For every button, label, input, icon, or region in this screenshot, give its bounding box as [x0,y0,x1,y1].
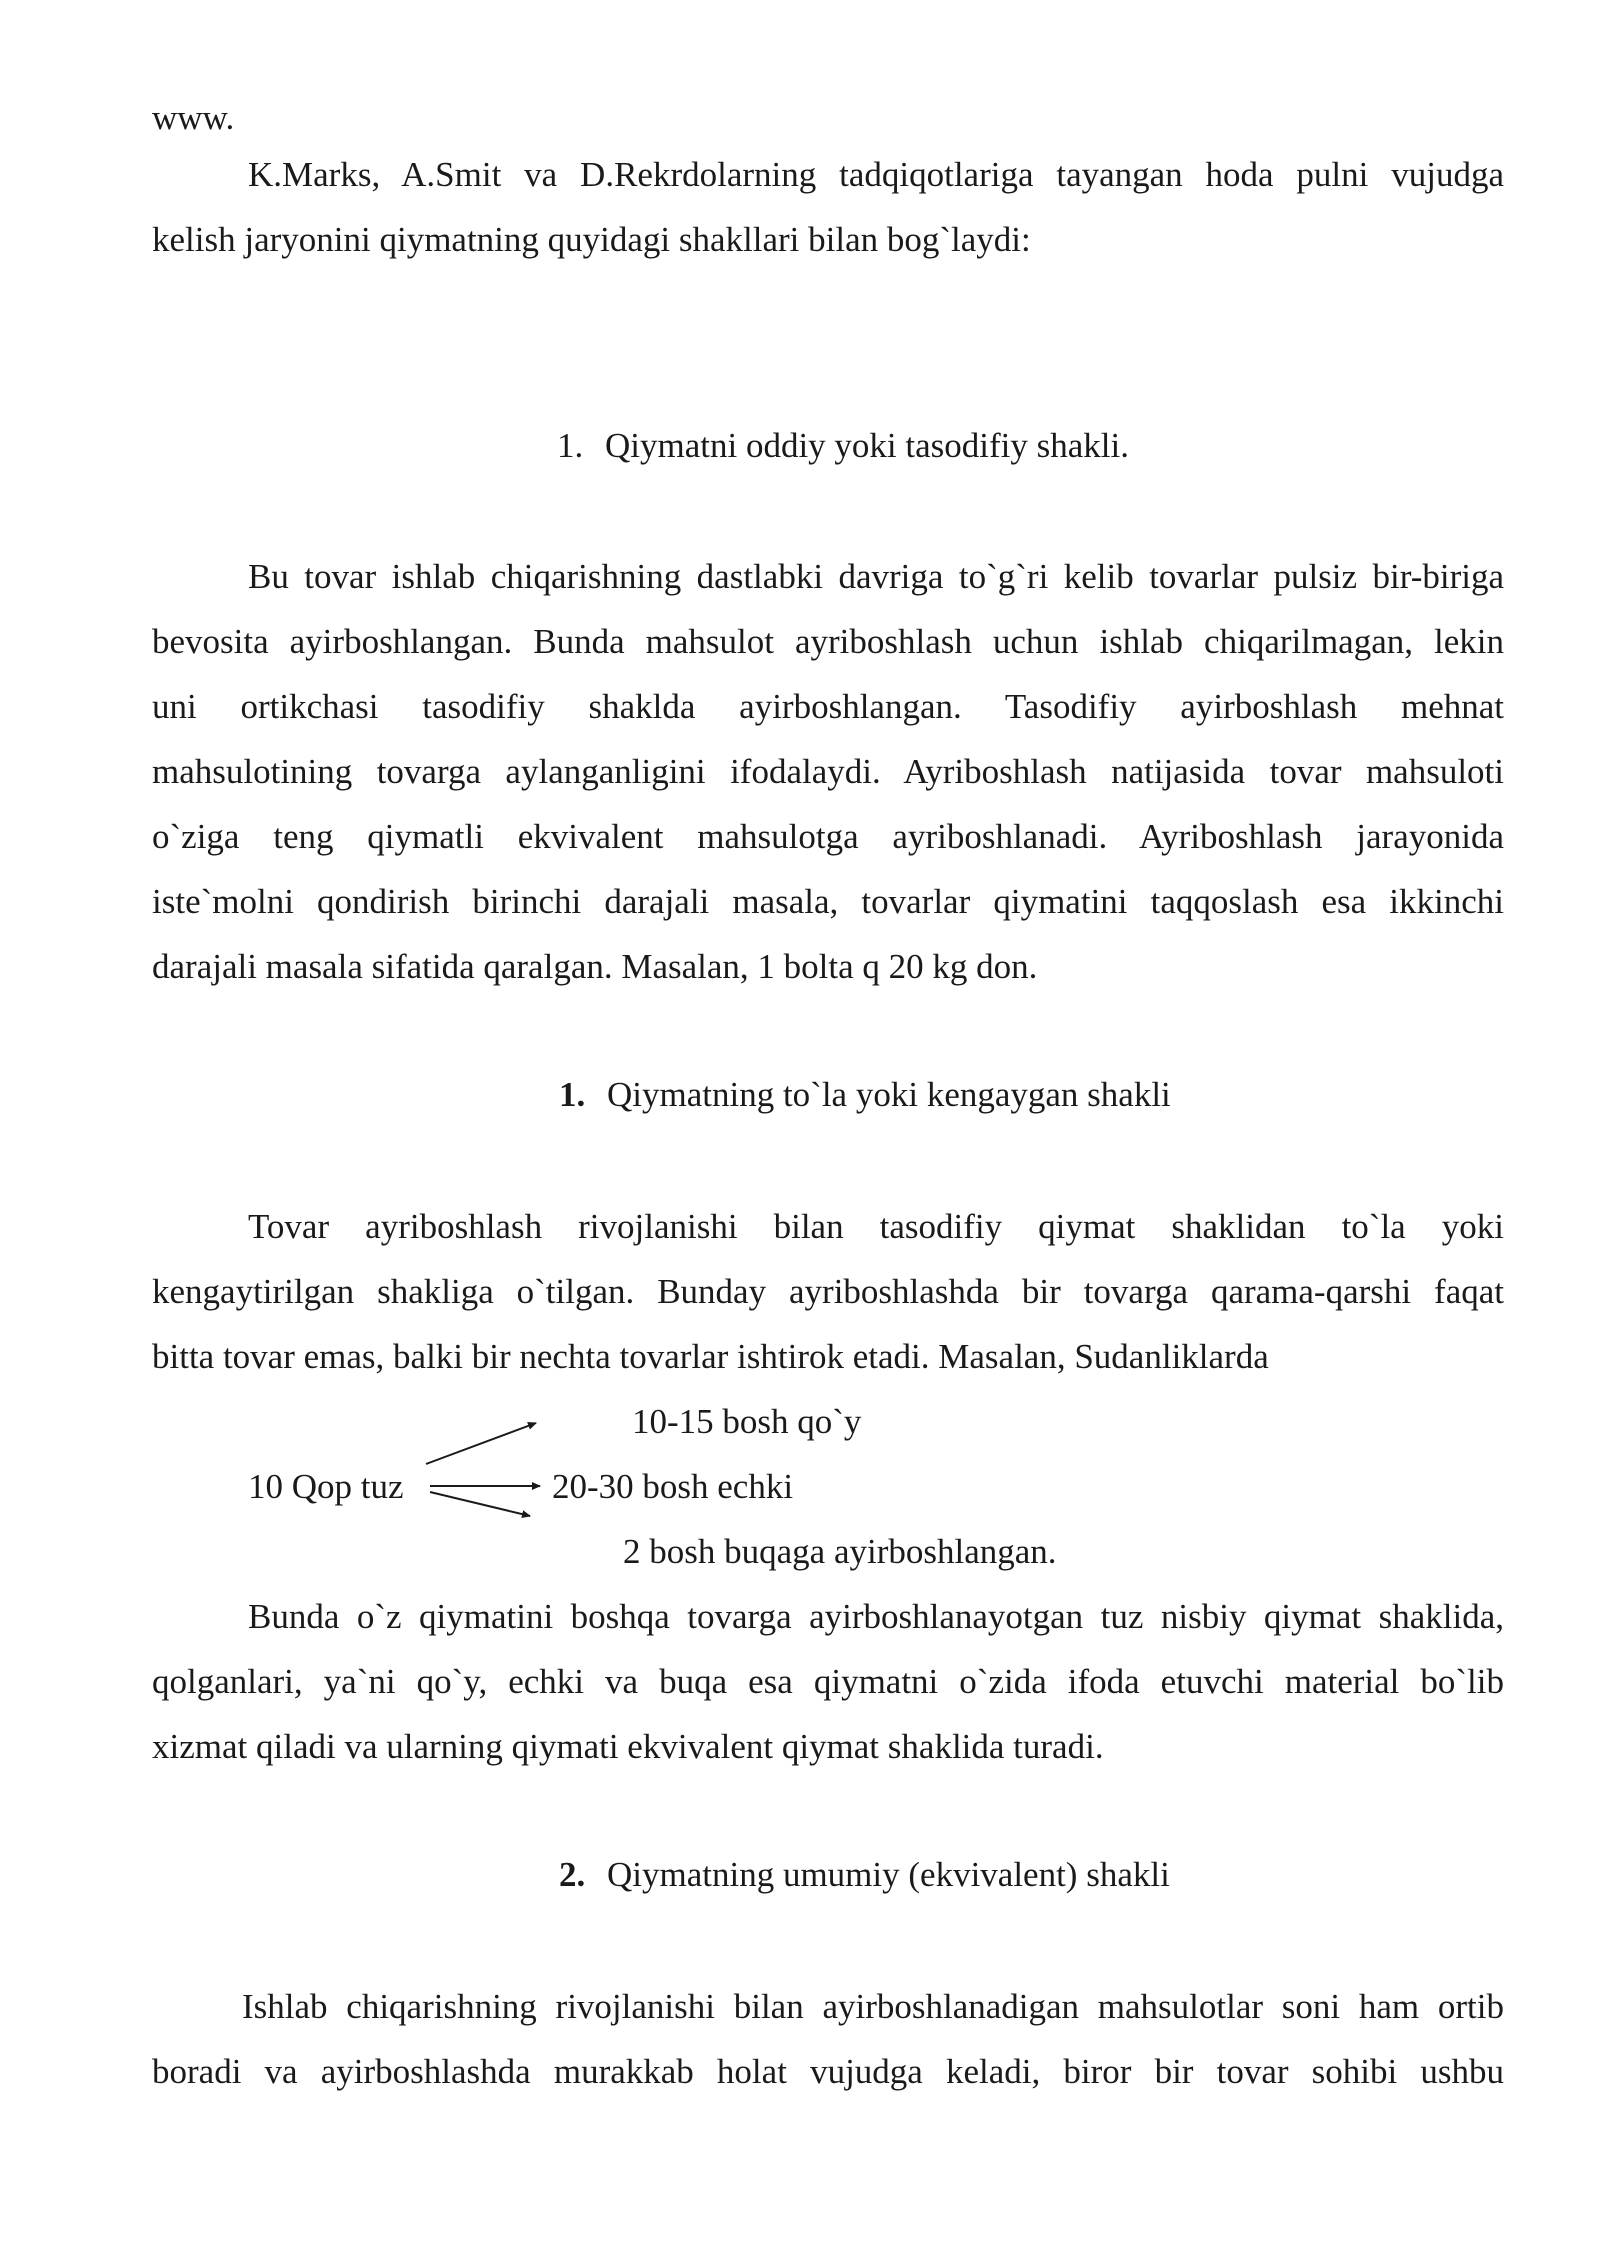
para1-line-5: o`ziga teng qiymatli ekvivalent mahsulotga ayriboshlanadi. Ayriboshlash jarayonida [152,817,1504,856]
top-fragment: www. [152,98,235,137]
para3-line-3: xizmat qiladi va ularning qiymati ekvivalent qiymat shaklida turadi. [152,1727,1104,1766]
section-heading-3 [559,1853,1170,1897]
para1-line-7: darajali masala sifatida qaralgan. Masalan, 1 bolta q 20 kg don. [152,947,1038,986]
para4-line-1: Ishlab chiqarishning rivojlanishi bilan ayirboshlanadigan mahsulotlar soni ham ortib [242,1987,1504,2026]
section-title: Qiymatning umumiy (ekvivalent) shakli [607,1855,1170,1894]
para1-line-2: bevosita ayirboshlangan. Bunda mahsulot ayriboshlash uchun ishlab chiqarilmagan, lekin [152,622,1504,661]
exchange-source: 10 Qop tuz [248,1467,404,1506]
intro-line-1: K.Marks, A.Smit va D.Rekrdolarning tadqiqotlariga tayangan hoda pulni vujudga [248,155,1504,194]
para2-line-3: bitta tovar emas, balki bir nechta tovarlar ishtirok etadi. Masalan, Sudanliklarda [152,1337,1269,1376]
section-number: 1. [557,426,584,465]
arrow-down [430,1492,530,1516]
para1-line-6: iste`molni qondirish birinchi darajali masala, tovarlar qiymatini taqqoslash esa ikkinchi [152,882,1504,921]
section-title: Qiymatning to`la yoki kengaygan shakli [607,1075,1171,1114]
para3-line-1: Bunda o`z qiymatini boshqa tovarga ayirboshlanayotgan tuz nisbiy qiymat shaklida, [248,1597,1504,1636]
para1-line-1: Bu tovar ishlab chiqarishning dastlabki davriga to`g`ri kelib tovarlar pulsiz bir-biriga [248,557,1504,596]
exchange-target-2: 20-30 bosh echki [552,1467,794,1506]
para4-line-2: boradi va ayirboshlashda murakkab holat vujudga keladi, biror bir tovar sohibi ushbu [152,2052,1504,2091]
arrow-up [426,1423,536,1464]
section-number: 1. [559,1075,586,1114]
section-title: Qiymatni oddiy yoki tasodifiy shakli. [605,426,1129,465]
para2-line-1: Tovar ayriboshlash rivojlanishi bilan tasodifiy qiymat shaklidan to`la yoki [248,1207,1504,1246]
exchange-target-3: 2 bosh buqaga ayirboshlangan. [623,1532,1057,1571]
para3-line-2: qolganlari, ya`ni qo`y, echki va buqa esa qiymatni o`zida ifoda etuvchi material bo`lib [152,1662,1504,1701]
para1-line-3: uni ortikchasi tasodifiy shaklda ayirboshlangan. Tasodifiy ayirboshlash mehnat [152,687,1504,726]
para1-line-4: mahsulotining tovarga aylanganligini ifodalaydi. Ayriboshlash natijasida tovar mahsuloti [152,752,1504,791]
section-number: 2. [559,1855,586,1894]
para2-line-2: kengaytirilgan shakliga o`tilgan. Bunday ayriboshlashda bir tovarga qarama-qarshi faqat [152,1272,1504,1311]
exchange-target-1: 10-15 bosh qo`y [632,1402,862,1441]
intro-line-2: kelish jaryonini qiymatning quyidagi shakllari bilan bog`laydi: [152,220,1031,259]
